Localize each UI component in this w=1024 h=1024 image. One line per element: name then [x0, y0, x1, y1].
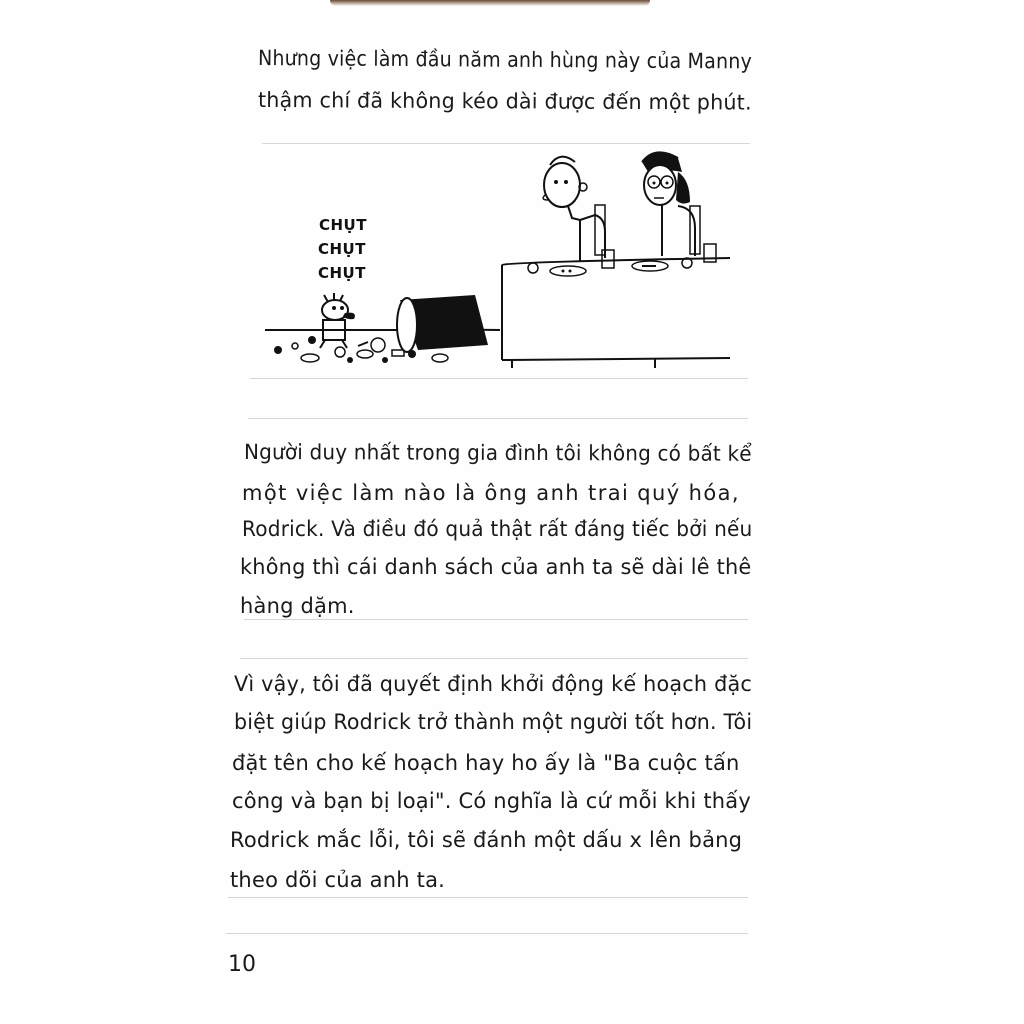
sound-effect-text: CHỤT — [318, 264, 366, 282]
ruled-line — [240, 658, 748, 659]
ruled-line — [228, 897, 748, 898]
ruled-line — [226, 933, 748, 934]
paragraph-2-line: một việc làm nào là ông anh trai quý hóa, — [242, 481, 740, 505]
paragraph-3-line: theo dõi của anh ta. — [230, 868, 446, 892]
paragraph-2-line: hàng dặm. — [240, 594, 355, 618]
manny-figure — [320, 293, 355, 348]
paragraph-3-line: biệt giúp Rodrick trở thành một người tốt hơn. Tôi — [234, 710, 753, 734]
paragraph-1-line: Nhưng việc làm đầu năm anh hùng này của Manny — [257, 46, 753, 74]
sound-effect-text: CHỤT — [319, 216, 367, 234]
sound-effect-text: CHỤT — [318, 240, 366, 258]
family-dinner-illustration — [250, 140, 750, 375]
tipped-bin — [397, 295, 488, 352]
paragraph-3-line: công và bạn bị loại". Có nghĩa là cứ mỗi khi thấy — [232, 789, 751, 813]
ruled-line — [244, 619, 748, 620]
paragraph-2-line: Rodrick. Và điều đó quả thật rất đáng tiếc bởi nếu — [242, 517, 753, 541]
ruled-line — [248, 418, 748, 419]
dinner-table — [502, 244, 730, 368]
ruled-line — [250, 378, 748, 379]
dad-figure — [543, 157, 605, 262]
mom-figure — [642, 152, 700, 256]
page-edge-shadow — [330, 0, 650, 6]
paragraph-2-line: không thì cái danh sách của anh ta sẽ dài lê thê — [240, 555, 752, 579]
paragraph-3-line: Vì vậy, tôi đã quyết định khởi động kế hoạch đặc — [234, 672, 753, 696]
page-number: 10 — [228, 952, 256, 977]
paragraph-3-line: Rodrick mắc lỗi, tôi sẽ đánh một dấu x lên bảng — [230, 828, 743, 852]
paragraph-1-line: thậm chí đã không kéo dài được đến một phút. — [257, 88, 752, 115]
paragraph-3-line: đặt tên cho kế hoạch hay ho ấy là "Ba cuộc tấn — [232, 751, 740, 775]
paragraph-2-line: Người duy nhất trong gia đình tôi không có bất kể — [243, 440, 752, 466]
